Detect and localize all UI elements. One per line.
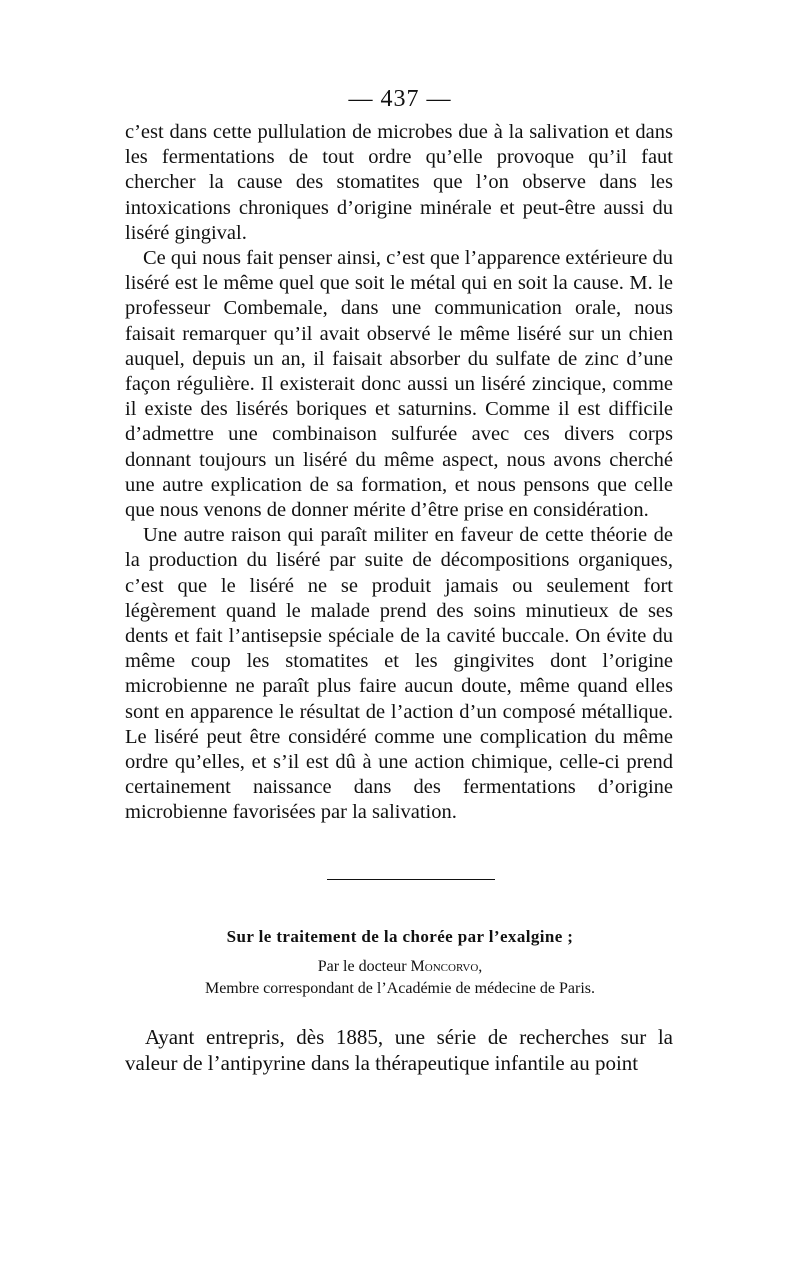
paragraph-1: c’est dans cette pullulation de microbes due à la salivation et dans les fermentations de tout ordre qu’elle provoque qu’il faut chercher la cause des stomatites que l’on observe dans les intoxications chroniques d’origine minérale et peut-être aussi du liséré gingival.: [125, 121, 673, 244]
article-intro: [125, 1024, 673, 1076]
intro-paragraph: Ayant entrepris, dès 1885, une série de recherches sur la valeur de l’antipyrine dans la thérapeutique infantile au point: [125, 1025, 673, 1075]
section-divider: [327, 879, 495, 880]
author-affiliation: Membre correspondant de l’Académie de médecine de Paris.: [204, 980, 596, 997]
author-name: Moncorvo,: [410, 958, 483, 975]
author-prefix: Par le docteur: [317, 958, 411, 975]
author-line: [0, 958, 800, 976]
paragraph-3: Une autre raison qui paraît militer en faveur de cette théorie de la production du liséré par suite de décompositions organiques, c’est que le liséré ne se produit jamais ou seulement fort légèrement quand le malade prend des soins minutieux de ses dents et fait l’antisepsie spéciale de la cavité buccale. On évite du même coup les stomatites et les gingivites dont l’origine microbienne ne paraît plus faire aucun doute, même quand elles sont en apparence le résultat de l’action d’un composé métallique. Le liséré peut être considéré comme une complication du même ordre qu’elles, et s’il est dû à une action chimique, celle-ci prend certainement naissance dans des fermentations d’origine microbienne favorisées par la salivation.: [125, 524, 673, 824]
body-text: [125, 120, 673, 826]
page-number: — 437 —: [348, 86, 452, 112]
article-title: Sur le traitement de la chorée par l’exalgine ;: [226, 927, 574, 946]
paragraph-2: Ce qui nous fait penser ainsi, c’est que l’apparence extérieure du liséré est le même quel que soit le métal qui en soit la cause. M. le professeur Combemale, dans une communication orale, nous faisait remarquer qu’il avait observé le même liséré sur un chien auquel, depuis un an, il faisait absorber du sulfate de zinc d’une façon régulière. Il existerait donc aussi un liséré zincique, comme il existe des lisérés boriques et saturnins. Comme il est difficile d’admettre une combinaison sulfurée avec ces divers corps donnant toujours un liséré du même aspect, nous avons cherché une autre explication de sa formation, et nous pensons que celle que nous venons de donner mérite d’être prise en considération.: [125, 247, 673, 522]
